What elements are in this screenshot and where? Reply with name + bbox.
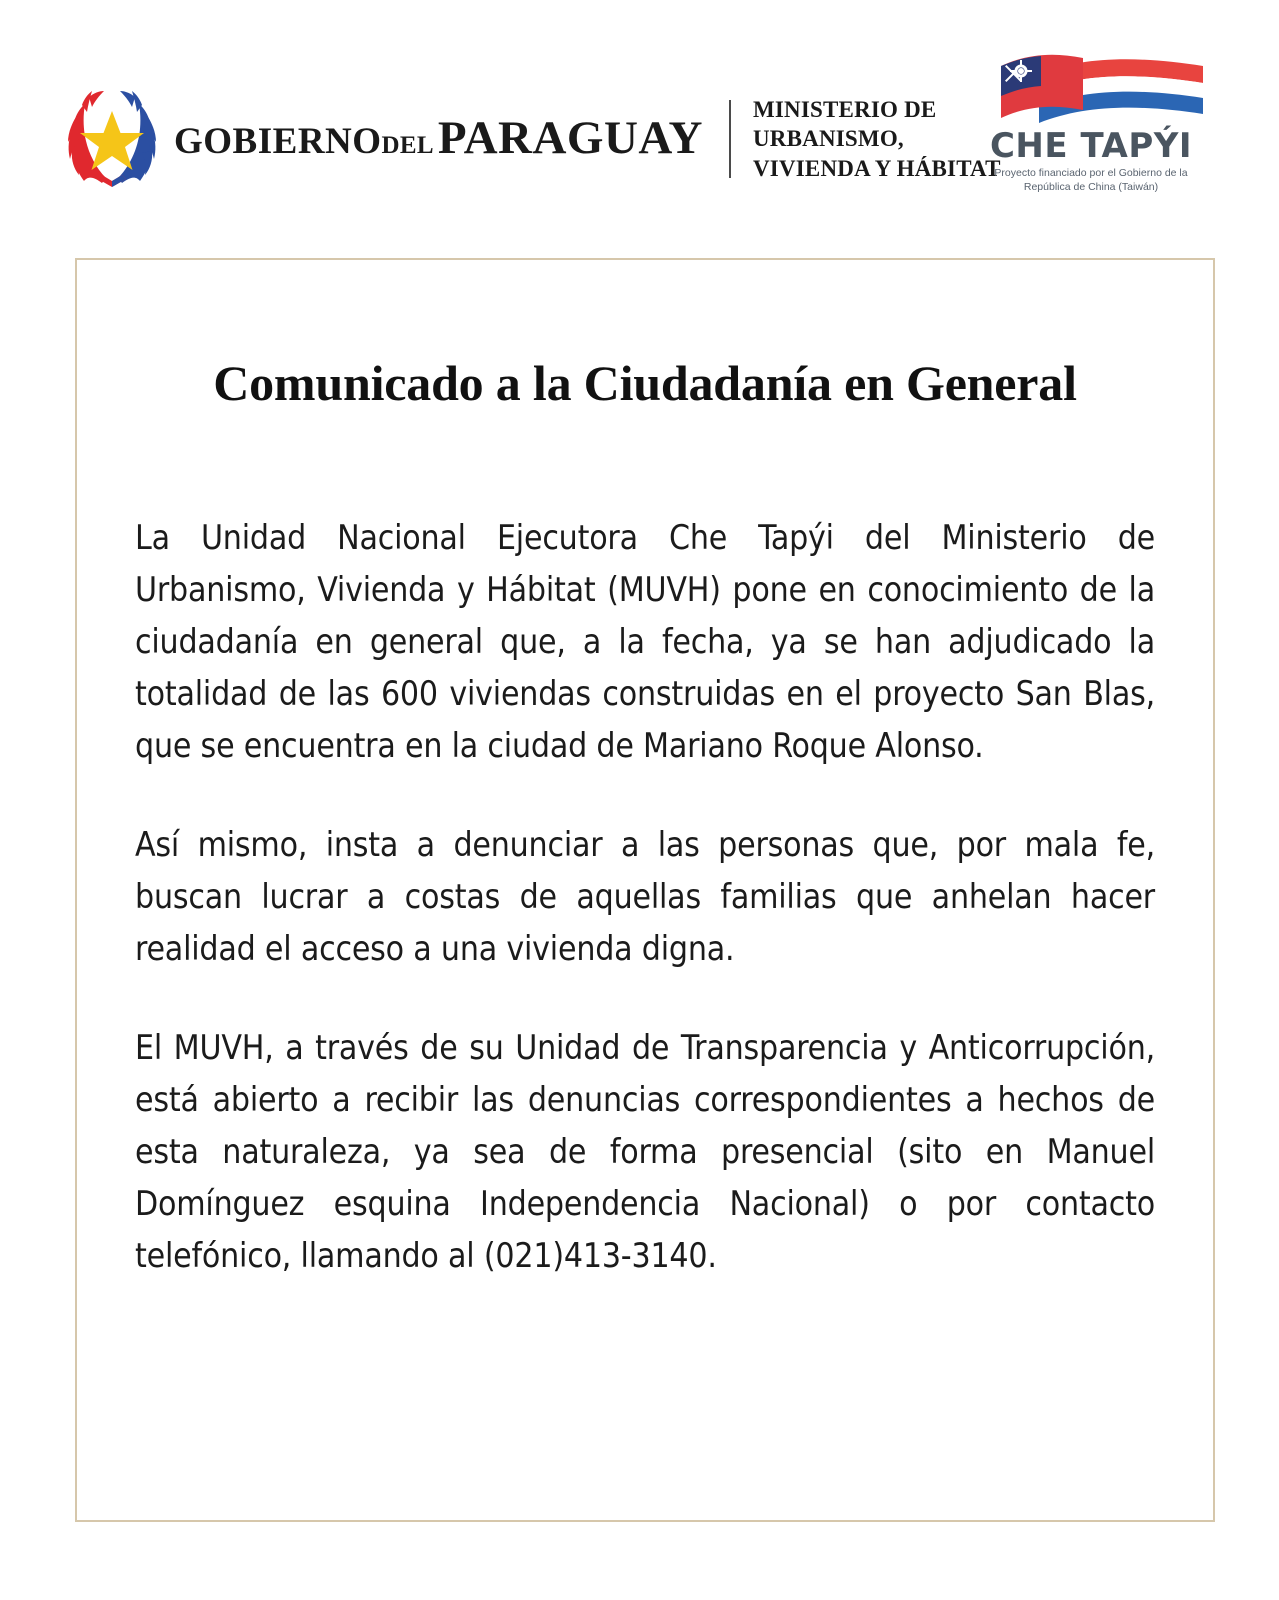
- che-tapyi-subtitle: [979, 166, 1203, 194]
- government-logo-lockup: [58, 84, 1001, 194]
- document-frame: [75, 258, 1215, 1522]
- che-tapyi-flags-icon: [979, 48, 1203, 130]
- page-title: Comunicado a la Ciudadanía en General: [213, 355, 1077, 411]
- page-header: [0, 0, 1279, 240]
- government-wordmark-line1: GOBIERNODEL: [174, 121, 434, 163]
- che-tapyi-wordmark: CHE TAPÝI: [989, 126, 1193, 166]
- ministry-line-1: MINISTERIO DE: [752, 96, 937, 122]
- ministry-line-3: VIVIENDA Y HÁBITAT: [752, 155, 1001, 181]
- paraguay-coat-of-arms-emblem: [58, 85, 166, 193]
- paragraph-2: Así mismo, insta a denunciar a las personas que, por mala fe, buscan lucrar a costas de aquellas familias que anhelan hacer realidad el acceso a una vivienda digna.: [135, 825, 1155, 968]
- document-body: [77, 512, 1213, 1282]
- paragraph-3: El MUVH, a través de su Unidad de Transparencia y Anticorrupción, está abierto a recibir las denuncias correspondientes a hechos de esta naturaleza, ya sea de forma presencial (sito en Manuel Domínguez esquina Independencia Nacional) o por contacto telefónico, llamando al (021)413-3140.: [135, 1028, 1155, 1275]
- che-tapyi-logo: [979, 48, 1203, 194]
- paragraph-1: La Unidad Nacional Ejecutora Che Tapýi del Ministerio de Urbanismo, Vivienda y Hábitat (MUVH) pone en conocimiento de la ciudadanía en general que, a la fecha, ya se han adjudicado la totalidad de las 600 viviendas construidas en el proyecto San Blas, que se encuentra en la ciudad de Mariano Roque Alonso.: [135, 518, 1155, 765]
- ministry-name: [753, 95, 1001, 183]
- che-tapyi-subtitle-line1: Proyecto financiado por el Gobierno de la: [994, 167, 1188, 179]
- government-wordmark-line2: PARAGUAY: [437, 112, 703, 165]
- che-tapyi-subtitle-line2: República de China (Taiwán): [1023, 181, 1159, 194]
- ministry-line-2: URBANISMO,: [752, 126, 904, 152]
- header-divider: [729, 100, 731, 178]
- government-wordmark: [174, 112, 703, 165]
- government-wordmark-del: DEL: [381, 132, 434, 160]
